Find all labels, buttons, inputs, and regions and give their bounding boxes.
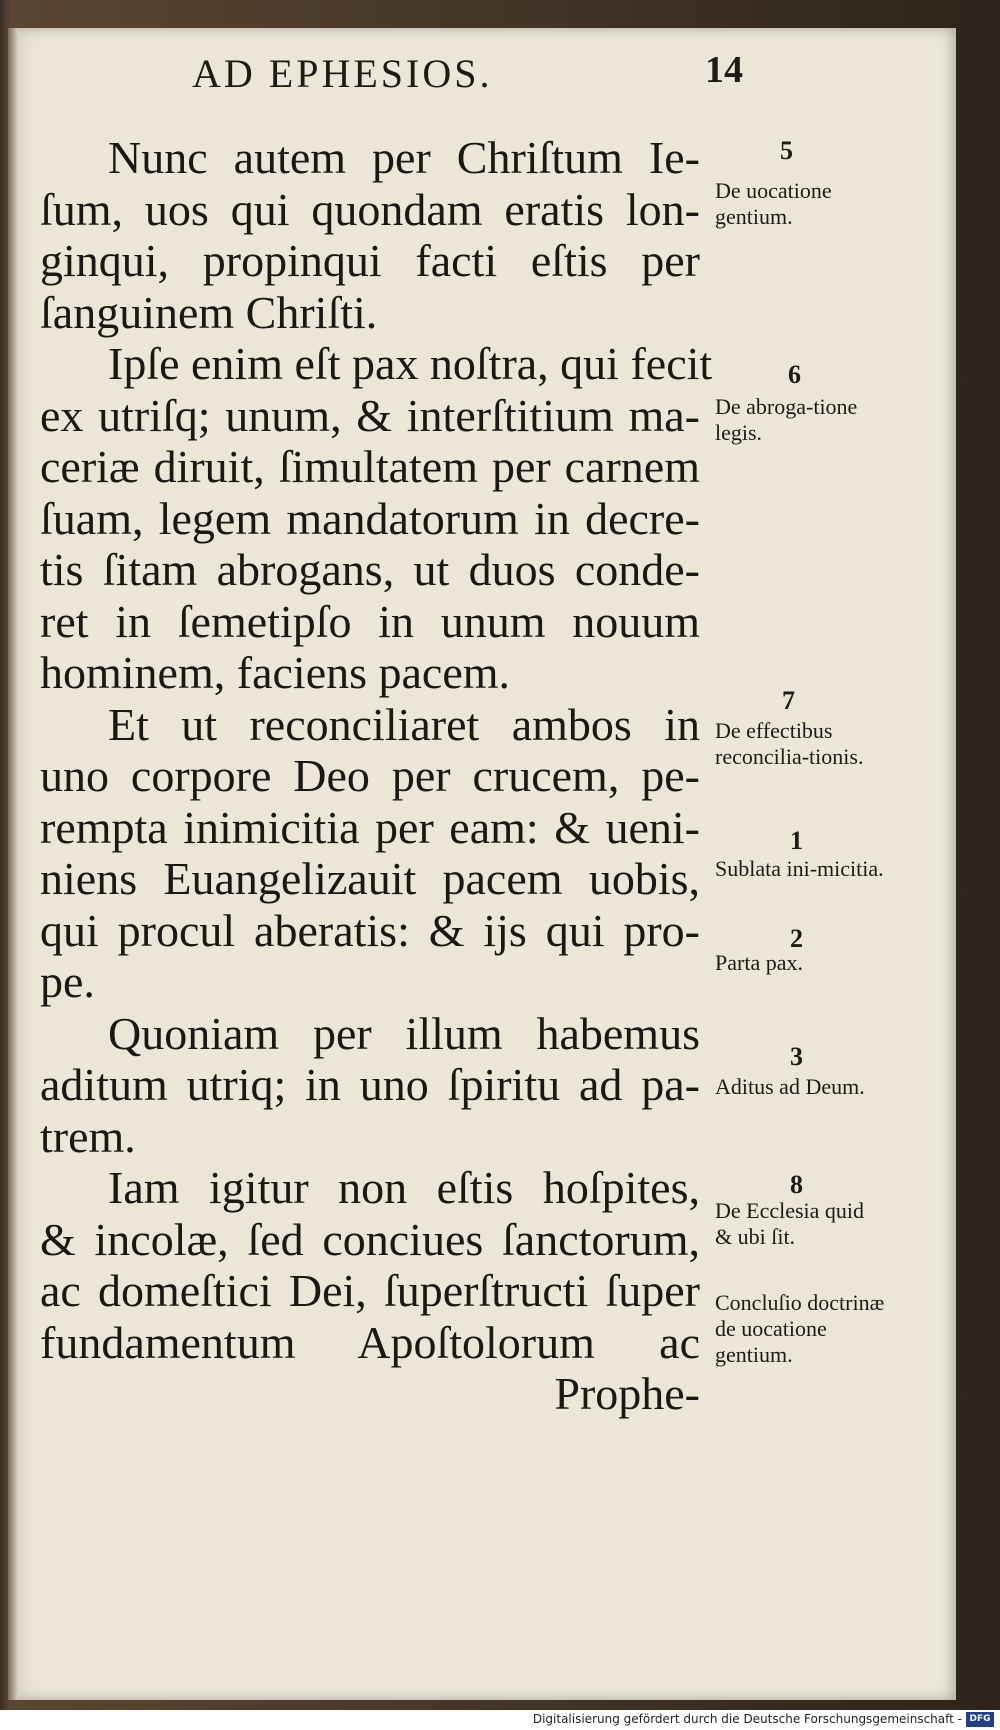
text-line: pe. [40, 956, 95, 1007]
main-text-column [40, 132, 713, 1420]
margin-note: Aditus ad Deum. [715, 1074, 865, 1099]
text-line: Ipſe enim eſt pax noſtra, qui fecit [108, 338, 713, 389]
text-line: rempta inimicitia per eam: & ueni- [40, 801, 700, 853]
text-line: trem. [40, 1110, 136, 1162]
text-line: ſanguinem Chriſti. [40, 286, 378, 338]
text-line: Quoniam per illum habemus [108, 1007, 700, 1059]
page-number: 14 [705, 49, 743, 91]
text-line: ceriæ diruit, ſimultatem per carnem [40, 441, 700, 492]
margin-note: De uocatione gentium. [715, 178, 832, 229]
text-line: qui procul aberatis: & ijs qui pro- [40, 904, 700, 956]
text-line: niens Euangelizauit pacem uobis, [40, 853, 700, 904]
note-marker: 2 [790, 924, 803, 953]
text-line: ginqui, propinqui facti eſtis per [40, 235, 700, 286]
note-marker: 1 [790, 826, 803, 855]
verse-number: 6 [788, 360, 801, 389]
margin-note: De effectibus reconcilia-tionis. [715, 718, 864, 769]
text-line: ex utriſq; unum, & interſtitium ma- [40, 389, 700, 441]
text-line: fundamentum Apoſtolorum ac [40, 1316, 700, 1368]
page-gutter [8, 28, 18, 1700]
text-line: ac domeſtici Dei, ſuperſtructi ſuper [40, 1265, 700, 1316]
margin-note: Parta pax. [715, 950, 803, 975]
text-line: ſuam, legem mandatorum in decre- [40, 492, 700, 544]
catchword: Prophe- [554, 1368, 700, 1419]
text-line: ſum, uos qui quondam eratis lon- [40, 183, 700, 235]
margin-note: De Ecclesia quid & ubi ſit. [715, 1198, 865, 1249]
text-line: tis ſitam abrogans, ut duos conde- [40, 544, 700, 595]
margin-note: Sublata ini-micitia. [715, 856, 884, 881]
verse-number: 7 [782, 686, 795, 715]
running-head: AD EPHESIOS. [192, 51, 493, 96]
text-line: Et ut reconciliaret ambos in [108, 698, 700, 750]
text-line: Iam igitur non eſtis hoſpites, [108, 1162, 700, 1213]
margin-note: Concluſio doctrinæ de uocatione gentium. [715, 1290, 885, 1367]
verse-number: 5 [780, 136, 793, 165]
text-line: Nunc autem per Chriſtum Ie- [108, 132, 700, 183]
verse-number: 8 [790, 1170, 803, 1199]
funding-credit: Digitalisierung gefördert durch die Deutsche Forschungsgemeinschaft - [532, 1712, 962, 1726]
dfg-logo: DFG [966, 1712, 994, 1727]
text-line: ret in ſemetipſo in unum nouum [40, 595, 700, 647]
text-line: & incolæ, ſed conciues ſanctorum, [40, 1213, 700, 1265]
margin-note: De abroga-tione legis. [715, 394, 858, 445]
text-line: uno corpore Deo per crucem, pe- [40, 750, 700, 801]
text-line: aditum utriq; in uno ſpiritu ad pa- [40, 1059, 700, 1110]
text-line: hominem, faciens pacem. [40, 647, 511, 698]
note-marker: 3 [790, 1042, 803, 1071]
